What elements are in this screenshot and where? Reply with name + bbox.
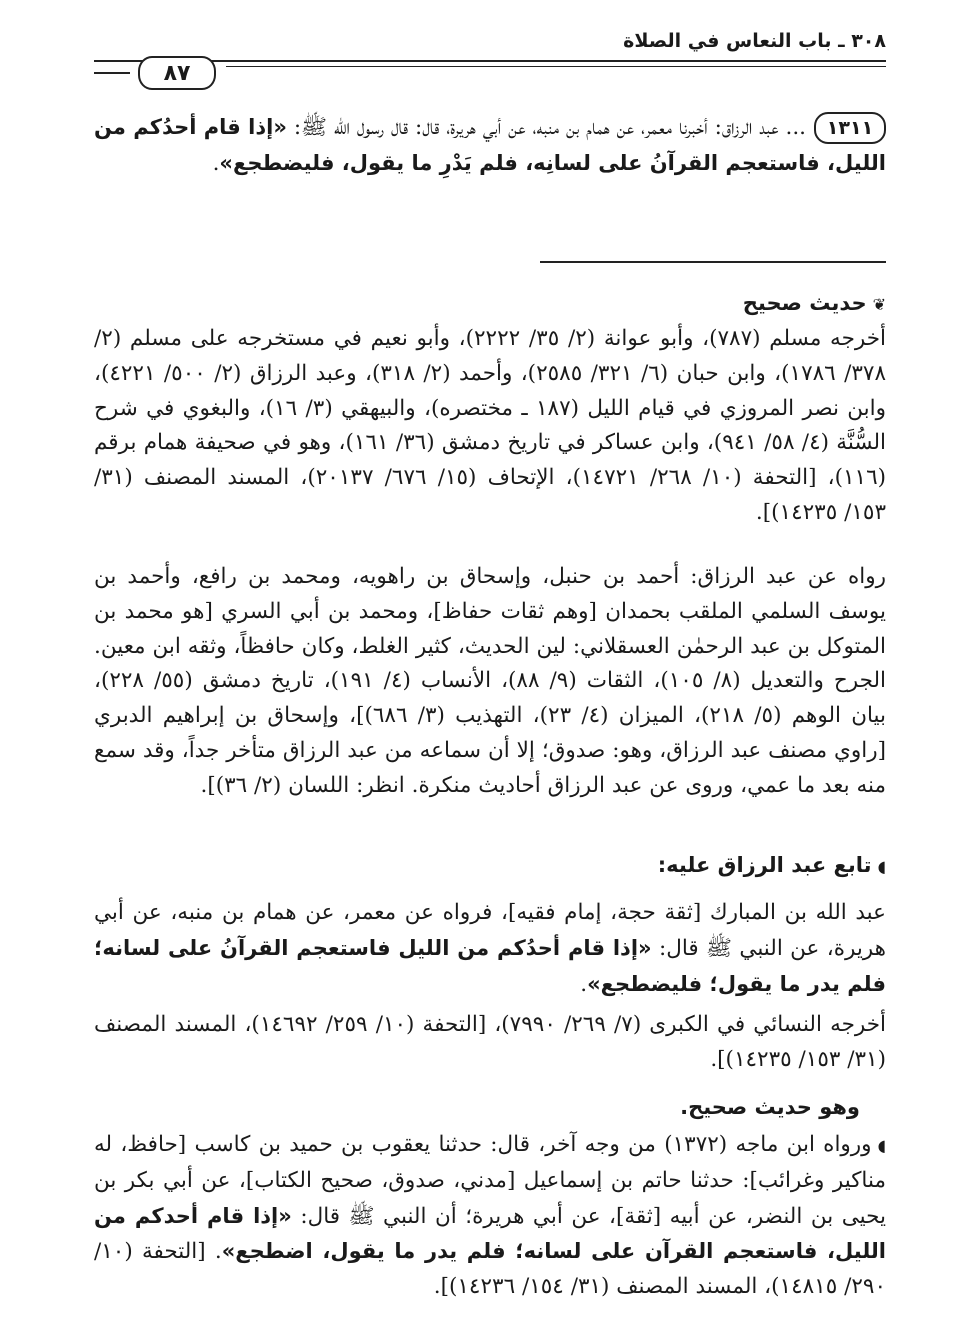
ibn-majah-matn: «إذا قام أحدكم من الليل، فاستعجم القرآن على لسانه؛ فلم يدر ما يقول، اضطجع» — [94, 1203, 886, 1264]
page-number: ٨٧ — [138, 56, 216, 90]
chapter-title: ٣٠٨ ـ باب النعاس في الصلاة — [623, 30, 886, 52]
hadith-number-badge: ١٣١١ — [814, 112, 886, 144]
bullet-ornament-icon: ◖ — [877, 1136, 886, 1155]
verdict-text: وهو حديث صحيح. — [680, 1095, 860, 1119]
follow-heading — [658, 848, 886, 884]
mutaba-isnad: عبد الله بن المبارك [ثقة حجة، إمام فقيه]، فرواه عن معمر، عن همام بن منبه، عن أبي هريرة، عن النبي ﷺ قال: — [94, 900, 887, 961]
ibn-majah-end: . [التحفة (١٠/ ٢٩٠/ ١٤٨١٥)، المسند المصنف (٣١/ ١٥٤/ ١٤٢٣٦)]. — [94, 1239, 886, 1300]
nasai-paragraph: أخرجه النسائي في الكبرى (٧/ ٢٦٩/ ٧٩٩٠)، [التحفة (١٠/ ٢٥٩/ ١٤٦٩٢)، المسند المصنف (٣١/ ١٥٣/ ١٤٢٣٥)]. — [94, 1012, 887, 1072]
grading-label: حديث صحيح — [742, 291, 867, 315]
mutaba-matn: «إذا قام أحدُكم من الليل فاستعجم القرآنُ على لسانه؛ فلم يدر ما يقول؛ فليضطجع» — [94, 935, 886, 996]
mutaba-paragraph — [94, 896, 886, 1002]
hadith-matn: «إذا قام أحدُكم من الليل، فاستعجم القرآنُ على لسانِه، فلم يَدْرِ ما يقول، فليضطجع» — [94, 115, 886, 175]
section-separator — [540, 261, 886, 263]
hadith-isnad: ... عبد الرزاق: أخبرنا معمر، عن همام بن منبه، عن أبي هريرة، قال: قال رسول الله ﷺ: — [286, 115, 806, 140]
hadith-end: . — [212, 150, 220, 176]
header-rule-thin — [226, 66, 886, 67]
bullet-ornament-icon: ◖ — [877, 857, 886, 876]
grading-heading — [743, 286, 886, 322]
ibn-majah-isnad: ورواه ابن ماجه (١٣٧٢) من وجه آخر، قال: حدثنا يعقوب بن حميد بن كاسب [حافظ، له مناكير وغرائب]: حدثنا حاتم بن إسماعيل [مدني، صدوق، صحيح الكتاب]، عن أبي بكر بن يحيى بن النضر، عن أبيه [ثقة]، عن أبي هريرة؛ أن النبي ﷺ قال: — [94, 1132, 886, 1229]
takhrij-paragraph: أخرجه مسلم (٧٨٧)، وأبو عوانة (٢/ ٣٥/ ٢٢٢٢)، وأبو نعيم في مستخرجه على مسلم (٢/ ٣٧٨/ ١٧٨٦)، وابن حبان (٦/ ٣٢١/ ٢٥٨٥)، وأحمد (٢/ ٣١٨)، وعبد الرزاق (٢/ ٥٠٠/ ٤٢٢١)، وابن نصر المروزي في قيام الليل (١٨٧ ـ مختصره)، والبيهقي (٣/ ١٦)، والبغوي في شرح السُّنَّة (٤/ ٥٨/ ٩٤١)، وابن عساكر في تاريخ دمشق (٣٦/ ١٦١)، وهو في صحيفة همام برقم (١١٦)، [التحفة (١٠/ ٢٦٨/ ١٤٧٢١)، الإتحاف (١٥/ ٦٧٦/ ٢٠١٣٧)، المسند المصنف (٣١/ ١٥٣/ ١٤٢٣٥)]. — [94, 326, 887, 525]
mutaba-end: . — [580, 971, 588, 997]
narrators-paragraph: رواه عن عبد الرزاق: أحمد بن حنبل، وإسحاق بن راهويه، ومحمد بن رافع، وأحمد بن يوسف السلمي الملقب بحمدان [وهم ثقات حفاظ]، ومحمد بن أبي السري [هو محمد بن المتوكل بن عبد الرحمٰن العسقلاني: لين الحديث، كثير الغلط، وكان حافظاً، وثقه ابن معين. الجرح والتعديل (٨/ ١٠٥)، الثقات (٩/ ٨٨)، الأنساب (٤/ ١٩١)، تاريخ دمشق (٥٥/ ٢٢٨)، بيان الوهم (٥/ ٢١٨)، الميزان (٤/ ٢٣)، التهذيب (٣/ ٦٨٦)]، وإسحاق بن إبراهيم الدبري [راوي مصنف عبد الرزاق، وهو: صدوق؛ إلا أن سماعه من عبد الرزاق متأخر جداً، وقد سمع منه بعد ما عمي، وروى عن عبد الرزاق أحاديث منكرة. انظر: اللسان (٢/ ٣٦)]. — [94, 564, 887, 798]
follow-label: تابع عبد الرزاق عليه: — [657, 853, 872, 877]
hadith-text — [94, 110, 886, 182]
ibn-majah-paragraph — [94, 1128, 886, 1305]
leaf-ornament-icon: ❦ — [872, 295, 886, 314]
header-rule-left — [94, 72, 130, 74]
